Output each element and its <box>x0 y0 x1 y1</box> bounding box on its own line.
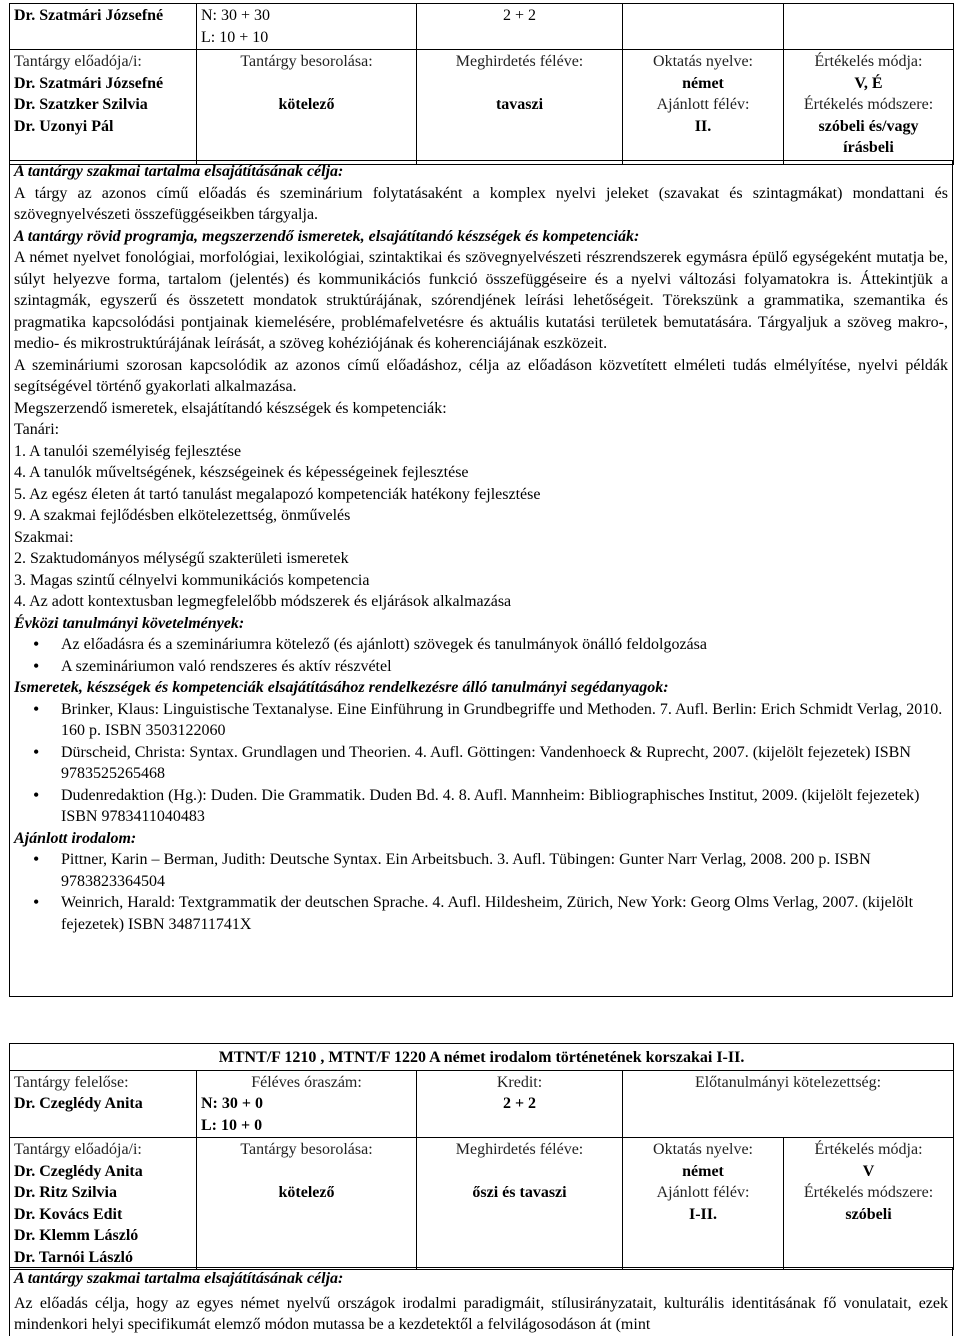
course2-lecturer-label: Tantárgy előadója/i: <box>14 1141 142 1158</box>
course2-semester-cell <box>417 1138 623 1270</box>
course2-goal-text: Az előadás célja, hogy az egyes német nyelvű országok irodalmi paradigmáit, stílusirányzatait, kulturális identitásának fő vonulatait, ezek mindenkori helyi specifikumát elemző módon mutassa be a kezdetektől a felvilágosodáson át (mint <box>14 1294 948 1333</box>
course2-lecturer: Dr. Ritz Szilvia <box>14 1184 117 1201</box>
course1-language-cell <box>623 50 784 165</box>
course2-lecturers-cell <box>10 1138 197 1270</box>
course1-hours <box>197 4 417 50</box>
course1-evalm-value: írásbeli <box>843 139 894 156</box>
course1-responsible: Dr. Szatmári Józsefné <box>10 4 197 50</box>
course1-lit-item: • Brinker, Klaus: Linguistische Textanalyse. Eine Einführung in Grundbegriffe und Methoden. 7. Aufl. Berlin: Erich Schmidt Verlag, 2010. 160 p. ISBN 3503122060 <box>61 699 948 742</box>
course2-lecturer: Dr. Klemm László <box>14 1227 139 1244</box>
course1-teacher-item: 4. A tanulók műveltségének, készségeinek és képességeinek fejlesztése <box>14 464 469 481</box>
course2-hours-n: N: 30 + 0 <box>201 1095 263 1112</box>
course1-rec-title: Ajánlott irodalom: <box>14 829 137 847</box>
course1-credit: 2 + 2 <box>417 4 623 50</box>
course2-eval-label: Értékelés módja: <box>814 1141 923 1158</box>
course2-type-value: kötelező <box>278 1183 335 1201</box>
course2-evalm-label: Értékelés módszere: <box>803 1184 934 1201</box>
course1-language-value: német <box>682 74 724 92</box>
course1-type-label: Tantárgy besorolása: <box>240 53 373 70</box>
course2-evalm-value: szóbeli <box>845 1205 892 1223</box>
course1-lit-title: Ismeretek, készségek és kompetenciák elsajátításához rendelkezésre álló tanulmányi segédanyagok: <box>14 679 669 696</box>
course2-recommended-label: Ajánlott félév: <box>656 1184 750 1201</box>
course1-lit-list <box>14 699 948 828</box>
course2-hours-cell <box>197 1070 417 1138</box>
course2-lecturer: Dr. Kovács Edit <box>14 1205 123 1223</box>
course1-lecturer: Dr. Szatmári Józsefné <box>14 74 164 92</box>
course2-semester-value: őszi és tavaszi <box>472 1183 567 1201</box>
course1-eval-label: Értékelés módja: <box>814 53 923 70</box>
course2-title: MTNT/F 1210 , MTNT/F 1220 A német irodalom történetének korszakai I-II. <box>10 1044 954 1071</box>
course1-lit-item: • Dürscheid, Christa: Syntax. Grundlagen und Theorien. 4. Aufl. Göttingen: Vandenhoeck & Ruprecht, 2007. (kijelölt fejezetek) ISBN 9783525265468 <box>61 742 948 785</box>
course2-lecturer: Dr. Czeglédy Anita <box>14 1162 143 1180</box>
course1-type-value: kötelező <box>278 95 335 113</box>
course2-semester-label: Meghirdetés féléve: <box>455 1141 584 1158</box>
course2-credit-label: Kredit: <box>496 1073 543 1091</box>
course1-eval-value: V, É <box>854 74 883 92</box>
course1-lecturer: Dr. Szatzker Szilvia <box>14 96 148 113</box>
course1-program-title: A tantárgy rövid programja, megszerzendő ismeretek, elsajátítandó készségek és kompetenciák: <box>14 227 640 245</box>
course1-teacher-item: 5. Az egész életen át tartó tanulást megalapozó kompetenciák hatékony fejlesztése <box>14 485 541 503</box>
course1-rec-list <box>14 849 948 935</box>
course1-req-item: • Az előadásra és a szemináriumra kötelező (és ajánlott) szövegek és tanulmányok önálló feldolgozása <box>61 634 948 656</box>
course2-hours-label: Féléves óraszám: <box>251 1073 362 1091</box>
course1-type-cell <box>197 50 417 165</box>
course2-prereq-cell <box>623 1070 954 1138</box>
course1-goal-text: A tárgy az azonos című előadás és szeminárium folytatásaként a komplex nyelvi jeleket (szavakat és szintagmákat) mondattani és szövegnyelvészeti összefüggéseikben tárgyalja. <box>14 184 948 223</box>
course2-goal-title: A tantárgy szakmai tartalma elsajátításának célja: <box>14 1270 344 1287</box>
course1-lit-item: • Dudenredaktion (Hg.): Duden. Die Grammatik. Duden Bd. 4. 8. Aufl. Mannheim: Bibliographisches Institut, 2009. (kijelölt fejezetek) ISBN 9783411040483 <box>61 785 948 828</box>
course1-evaluation-cell <box>784 50 954 165</box>
course2-credit-cell <box>417 1070 623 1138</box>
course1-req-title: Évközi tanulmányi követelmények: <box>14 614 245 632</box>
course1-language-label: Oktatás nyelve: <box>653 53 753 70</box>
course2-prereq-label: Előtanulmányi kötelezettség: <box>694 1073 882 1091</box>
course1-evalm-value: szóbeli és/vagy <box>818 117 919 135</box>
course1-semester-label: Meghirdetés féléve: <box>455 53 584 70</box>
course2-credit-value: 2 + 2 <box>502 1095 537 1112</box>
course2-evaluation-cell <box>784 1138 954 1270</box>
course1-lecturer-label: Tantárgy előadója/i: <box>14 53 142 70</box>
course1-program-p2: A szemináriumi szorosan kapcsolódik az azonos című előadáshoz, célja az előadáson közvetített elméleti tudás elmélyítése, nyelvi példák segítségével történő gyakorlati alkalmazása. <box>14 356 948 395</box>
course1-hours-n: N: 30 + 30 <box>201 7 271 24</box>
course2-lecturer: Dr. Tarnói László <box>14 1248 133 1266</box>
course1-comp-title: Megszerzendő ismeretek, elsajátítandó készségek és kompetenciák: <box>14 399 447 417</box>
course2-eval-value: V <box>862 1162 875 1180</box>
course2-recommended-value: I-II. <box>688 1205 717 1223</box>
course2-hours-l: L: 10 + 0 <box>201 1116 263 1134</box>
course1-teacher-item: 9. A szakmai fejlődésben elkötelezettség, önművelés <box>14 507 351 524</box>
course2-language-value: német <box>682 1162 724 1180</box>
course1-rec-item: • Pittner, Karin – Berman, Judith: Deutsche Syntax. Ein Arbeitsbuch. 3. Aufl. Tübingen: Gunter Narr Verlag, 2008. 200 p. ISBN 9783823364504 <box>61 849 948 892</box>
course1-req-item: • A szemináriumon való rendszeres és aktív részvétel <box>61 656 948 678</box>
course2-language-label: Oktatás nyelve: <box>653 1141 753 1158</box>
course1-lecturer: Dr. Uzonyi Pál <box>14 117 114 135</box>
course1-prof-item: 4. Az adott kontextusban legmegfelelőbb módszerek és eljárások alkalmazása <box>14 593 512 610</box>
course1-semester-value: tavaszi <box>495 95 544 113</box>
course2-type-cell <box>197 1138 417 1270</box>
course1-evalm-label: Értékelés módszere: <box>803 96 934 113</box>
course1-teacher-item: 1. A tanulói személyiség fejlesztése <box>14 442 242 460</box>
course1-prof-item: 2. Szaktudományos mélységű szakterületi ismeretek <box>14 550 349 567</box>
course1-header-table <box>9 3 954 165</box>
course1-body <box>9 160 953 997</box>
course2-resp-value: Dr. Czeglédy Anita <box>14 1095 143 1112</box>
course1-rec-item: • Weinrich, Harald: Textgrammatik der deutschen Sprache. 4. Aufl. Hildesheim, Zürich, New York: Georg Olms Verlag, 2007. (kijelölt fejezetek) ISBN 348711741X <box>61 892 948 935</box>
course1-prof-item: 3. Magas szintű célnyelvi kommunikációs kompetencia <box>14 571 370 589</box>
course1-semester-cell <box>417 50 623 165</box>
course1-req-list <box>14 634 948 677</box>
course1-program-p1: A német nyelvet fonológiai, morfológiai, lexikológiai, szintaktikai és szövegnyelvészeti részrendszerek egymásra épülő egységeként mutatja be, súlyt helyezve forma, tartalom (jelentés) és kommunikációs funkció összefüggéseire és a nyelvi változási folyamatokra is. Áttekintjük a szintagmák, egyszerű és összetett mondatok struktúrájának, szórendjének leírási lehetőségeit. Törekszünk a grammatika, szemantika és pragmatika kapcsolódási pontjainak kiemelésére, problémafelvetésre és aktuális kutatási területek bemutatására. Tárgyaljuk a szöveg makro-, medio- és mikrostruktúrájának leírását, a szöveg kohéziójának és koherenciájának eszközeit. <box>14 249 948 352</box>
course2-resp-label: Tantárgy felelőse: <box>14 1073 129 1091</box>
course1-lecturers-cell <box>10 50 197 165</box>
course2-language-cell <box>623 1138 784 1270</box>
course1-goal-title: A tantárgy szakmai tartalma elsajátításának célja: <box>14 163 344 180</box>
course1-teacher-label: Tanári: <box>14 421 60 438</box>
course1-prof-label: Szakmai: <box>14 528 74 546</box>
course2-body <box>9 1267 953 1336</box>
course2-responsible-cell <box>10 1070 197 1138</box>
course2-header-table <box>9 1043 954 1270</box>
course1-hours-l: L: 10 + 10 <box>201 28 269 46</box>
course1-recommended-value: II. <box>694 117 712 135</box>
course2-type-label: Tantárgy besorolása: <box>240 1141 373 1158</box>
course1-recommended-label: Ajánlott félév: <box>656 96 750 113</box>
